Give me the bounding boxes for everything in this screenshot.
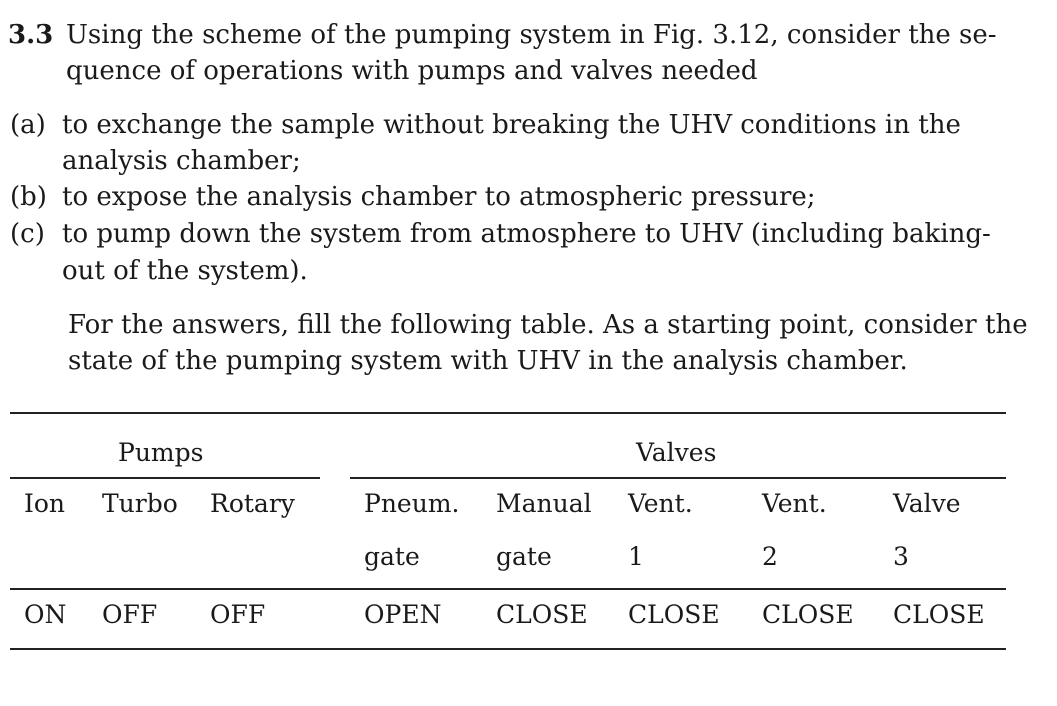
pumps-group-rule [10,477,320,479]
table-top-rule [10,412,1006,414]
problem-text-line-2: quence of operations with pumps and valves needed [66,56,758,86]
item-text-c-line-2: out of the system). [62,256,308,286]
valves-group-rule [350,477,1006,479]
cell-turbo: OFF [102,600,158,629]
item-label-a: (a) [10,110,46,140]
item-text-a-line-2: analysis chamber; [62,146,301,176]
cell-ion: ON [24,600,67,629]
col-subheader-vent-1: 1 [628,542,644,571]
item-text-b-line-1: to expose the analysis chamber to atmospheric pressure; [62,182,816,212]
item-text-c-line-1: to pump down the system from atmosphere to UHV (including baking- [62,219,991,249]
group-header-pumps: Pumps [118,438,204,467]
col-header-pneum-gate: Pneum. [364,489,460,518]
col-header-rotary: Rotary [210,489,295,518]
instruction-line-1: For the answers, fill the following table. As a starting point, consider the [68,310,1028,340]
item-label-b: (b) [10,182,47,212]
item-label-c: (c) [10,219,45,249]
cell-manual-gate: CLOSE [496,600,588,629]
instruction-line-2: state of the pumping system with UHV in the analysis chamber. [68,346,908,376]
cell-rotary: OFF [210,600,266,629]
col-subheader-pneum-gate: gate [364,542,420,571]
col-subheader-manual-gate: gate [496,542,552,571]
col-header-vent-1: Vent. [628,489,693,518]
header-bottom-rule [10,588,1006,590]
cell-pneum-gate: OPEN [364,600,442,629]
cell-valve-3: CLOSE [893,600,985,629]
col-header-manual-gate: Manual [496,489,592,518]
col-subheader-vent-2: 2 [762,542,778,571]
problem-number: 3.3 [8,20,54,50]
item-text-a-line-1: to exchange the sample without breaking the UHV conditions in the [62,110,961,140]
cell-vent-2: CLOSE [762,600,854,629]
problem-text-line-1: Using the scheme of the pumping system in Fig. 3.12, consider the se- [66,20,997,50]
col-header-vent-2: Vent. [762,489,827,518]
table-bottom-rule [10,648,1006,650]
group-header-valves: Valves [636,438,717,467]
col-header-turbo: Turbo [102,489,178,518]
cell-vent-1: CLOSE [628,600,720,629]
col-header-valve-3: Valve [893,489,961,518]
col-header-ion: Ion [24,489,66,518]
col-subheader-valve-3: 3 [893,542,909,571]
